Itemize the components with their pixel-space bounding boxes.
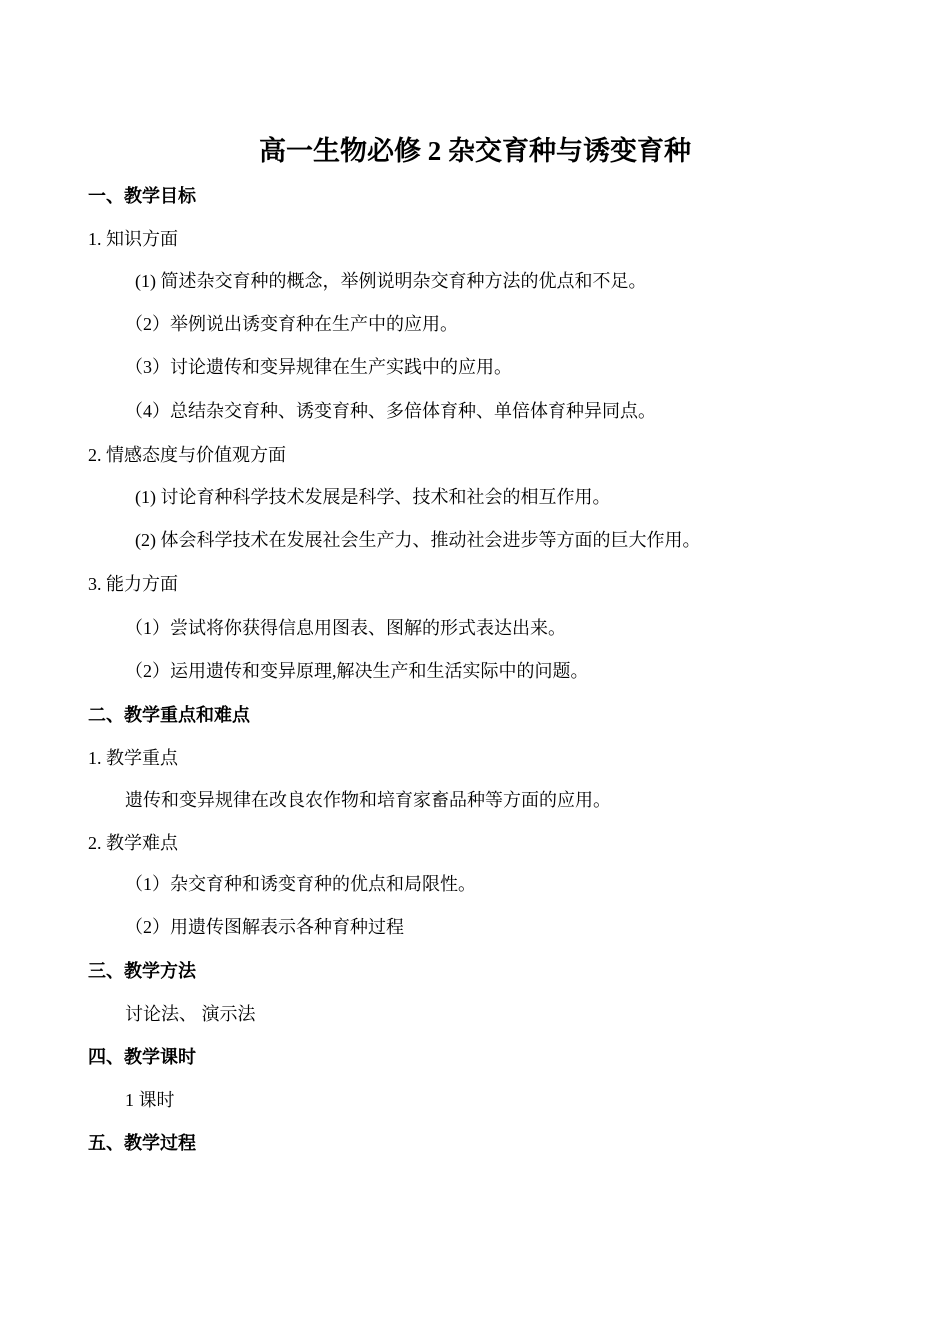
subheading-ability: 3. 能力方面 — [88, 574, 178, 594]
section-heading-methods: 三、教学方法 — [88, 961, 196, 981]
knowledge-item-1: (1) 简述杂交育种的概念，举例说明杂交育种方法的优点和不足。 — [135, 271, 647, 291]
attitude-item-1: (1) 讨论育种科学技术发展是科学、技术和社会的相互作用。 — [135, 487, 611, 507]
difficulty-item-1: （1）杂交育种和诱变育种的优点和局限性。 — [125, 874, 476, 894]
knowledge-item-4: （4）总结杂交育种、诱变育种、多倍体育种、单倍体育种异同点。 — [125, 401, 656, 421]
document-title: 高一生物必修 2 杂交育种与诱变育种 — [259, 136, 691, 166]
methods-text: 讨论法、 演示法 — [125, 1004, 256, 1024]
ability-item-1: （1）尝试将你获得信息用图表、图解的形式表达出来。 — [125, 618, 566, 638]
subheading-difficulty: 2. 教学难点 — [88, 833, 178, 853]
section-heading-objectives: 一、教学目标 — [88, 186, 196, 206]
knowledge-item-3: （3）讨论遗传和变异规律在生产实践中的应用。 — [125, 357, 512, 377]
subheading-knowledge: 1. 知识方面 — [88, 229, 178, 249]
section-heading-process: 五、教学过程 — [88, 1133, 196, 1153]
key-point-text: 遗传和变异规律在改良农作物和培育家畜品种等方面的应用。 — [125, 790, 611, 810]
attitude-item-2: (2) 体会科学技术在发展社会生产力、推动社会进步等方面的巨大作用。 — [135, 530, 701, 550]
section-heading-periods: 四、教学课时 — [88, 1047, 196, 1067]
periods-text: 1 课时 — [125, 1090, 175, 1110]
subheading-key-point: 1. 教学重点 — [88, 748, 178, 768]
section-heading-key-points: 二、教学重点和难点 — [88, 705, 250, 725]
difficulty-item-2: （2）用遗传图解表示各种育种过程 — [125, 917, 404, 937]
subheading-attitude: 2. 情感态度与价值观方面 — [88, 445, 286, 465]
knowledge-item-2: （2）举例说出诱变育种在生产中的应用。 — [125, 314, 458, 334]
ability-item-2: （2）运用遗传和变异原理,解决生产和生活实际中的问题。 — [125, 661, 589, 681]
